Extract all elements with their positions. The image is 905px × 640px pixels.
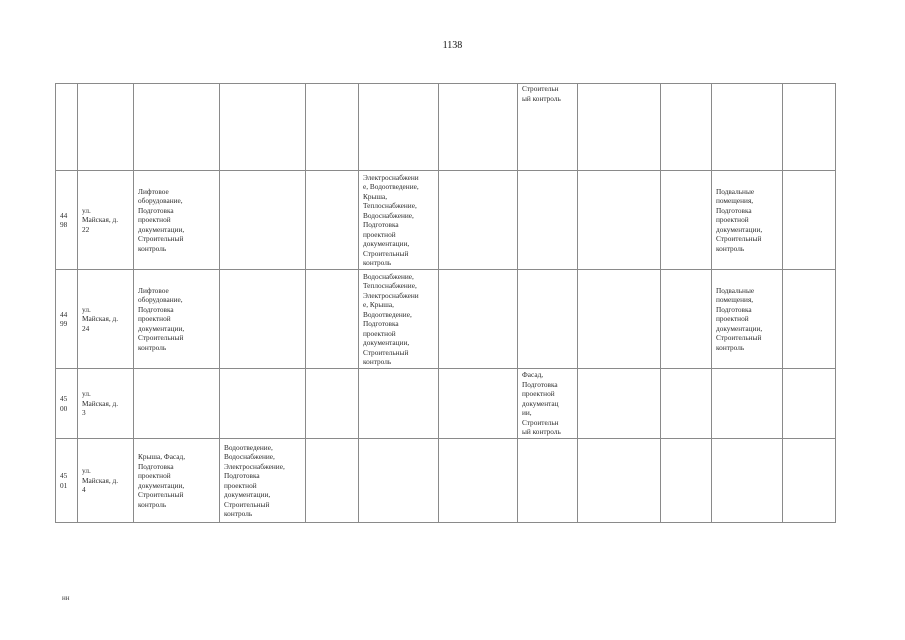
work-cell [220,369,306,439]
work-cell [783,270,836,369]
address-cell: ул. Майская, д. 3 [78,369,134,439]
work-cell [661,171,712,270]
work-cell [578,84,661,171]
work-cell [578,439,661,523]
work-cell [220,84,306,171]
work-cell: Лифтовое оборудование, Подготовка проектной документации, Строительный контроль [134,171,220,270]
work-cell [439,439,518,523]
work-cell: Электроснабжени е, Водоотведение, Крыша, Теплоснабжение, Водоснабжение, Подготовка проектной документации, Строительный контроль [359,171,439,270]
address-cell: ул. Майская, д. 4 [78,439,134,523]
row-number-cell: 44 99 [56,270,78,369]
address-cell [78,84,134,171]
work-cell: Крыша, Фасад, Подготовка проектной документации, Строительный контроль [134,439,220,523]
work-cell [359,369,439,439]
table-row [56,369,836,439]
row-number-cell [56,84,78,171]
work-cell [518,171,578,270]
work-cell [661,84,712,171]
table-row [56,439,836,523]
work-cell [783,171,836,270]
work-cell [661,270,712,369]
table-row [56,171,836,270]
work-cell: Подвальные помещения, Подготовка проектной документации, Строительный контроль [712,270,783,369]
row-number-cell: 44 98 [56,171,78,270]
work-cell: Лифтовое оборудование, Подготовка проектной документации, Строительный контроль [134,270,220,369]
work-cell: Подвальные помещения, Подготовка проектной документации, Строительный контроль [712,171,783,270]
work-cell [439,270,518,369]
work-cell: Фасад, Подготовка проектной документац ии, Строительн ый контроль [518,369,578,439]
work-cell [783,369,836,439]
work-cell [712,369,783,439]
address-cell: ул. Майская, д. 22 [78,171,134,270]
work-cell [783,439,836,523]
work-cell [578,270,661,369]
work-cell: Водоотведение, Водоснабжение, Электроснабжение, Подготовка проектной документации, Строительный контроль [220,439,306,523]
work-cell [134,84,220,171]
table-row [56,270,836,369]
work-cell [712,439,783,523]
work-cell: Строительн ый контроль [518,84,578,171]
page-number: 1138 [442,40,463,51]
work-cell [518,270,578,369]
table-row [56,84,836,171]
work-cell [439,84,518,171]
work-cell [661,369,712,439]
work-cell [134,369,220,439]
work-cell [439,171,518,270]
row-number-cell: 45 01 [56,439,78,523]
work-cell [578,171,661,270]
works-table [55,83,836,523]
address-cell: ул. Майская, д. 24 [78,270,134,369]
work-cell [306,270,359,369]
work-cell [359,84,439,171]
work-cell [712,84,783,171]
work-cell: Водоснабжение, Теплоснабжение, Электроснабжени е, Крыша, Водоотведение, Подготовка проектной документации, Строительный контроль [359,270,439,369]
work-cell [359,439,439,523]
work-cell [306,84,359,171]
work-cell [306,171,359,270]
row-number-cell: 45 00 [56,369,78,439]
work-cell [306,439,359,523]
footer-mark: нн [62,594,70,602]
work-cell [306,369,359,439]
work-cell [220,171,306,270]
work-cell [518,439,578,523]
work-cell [439,369,518,439]
work-cell [783,84,836,171]
work-cell [578,369,661,439]
work-cell [661,439,712,523]
work-cell [220,270,306,369]
